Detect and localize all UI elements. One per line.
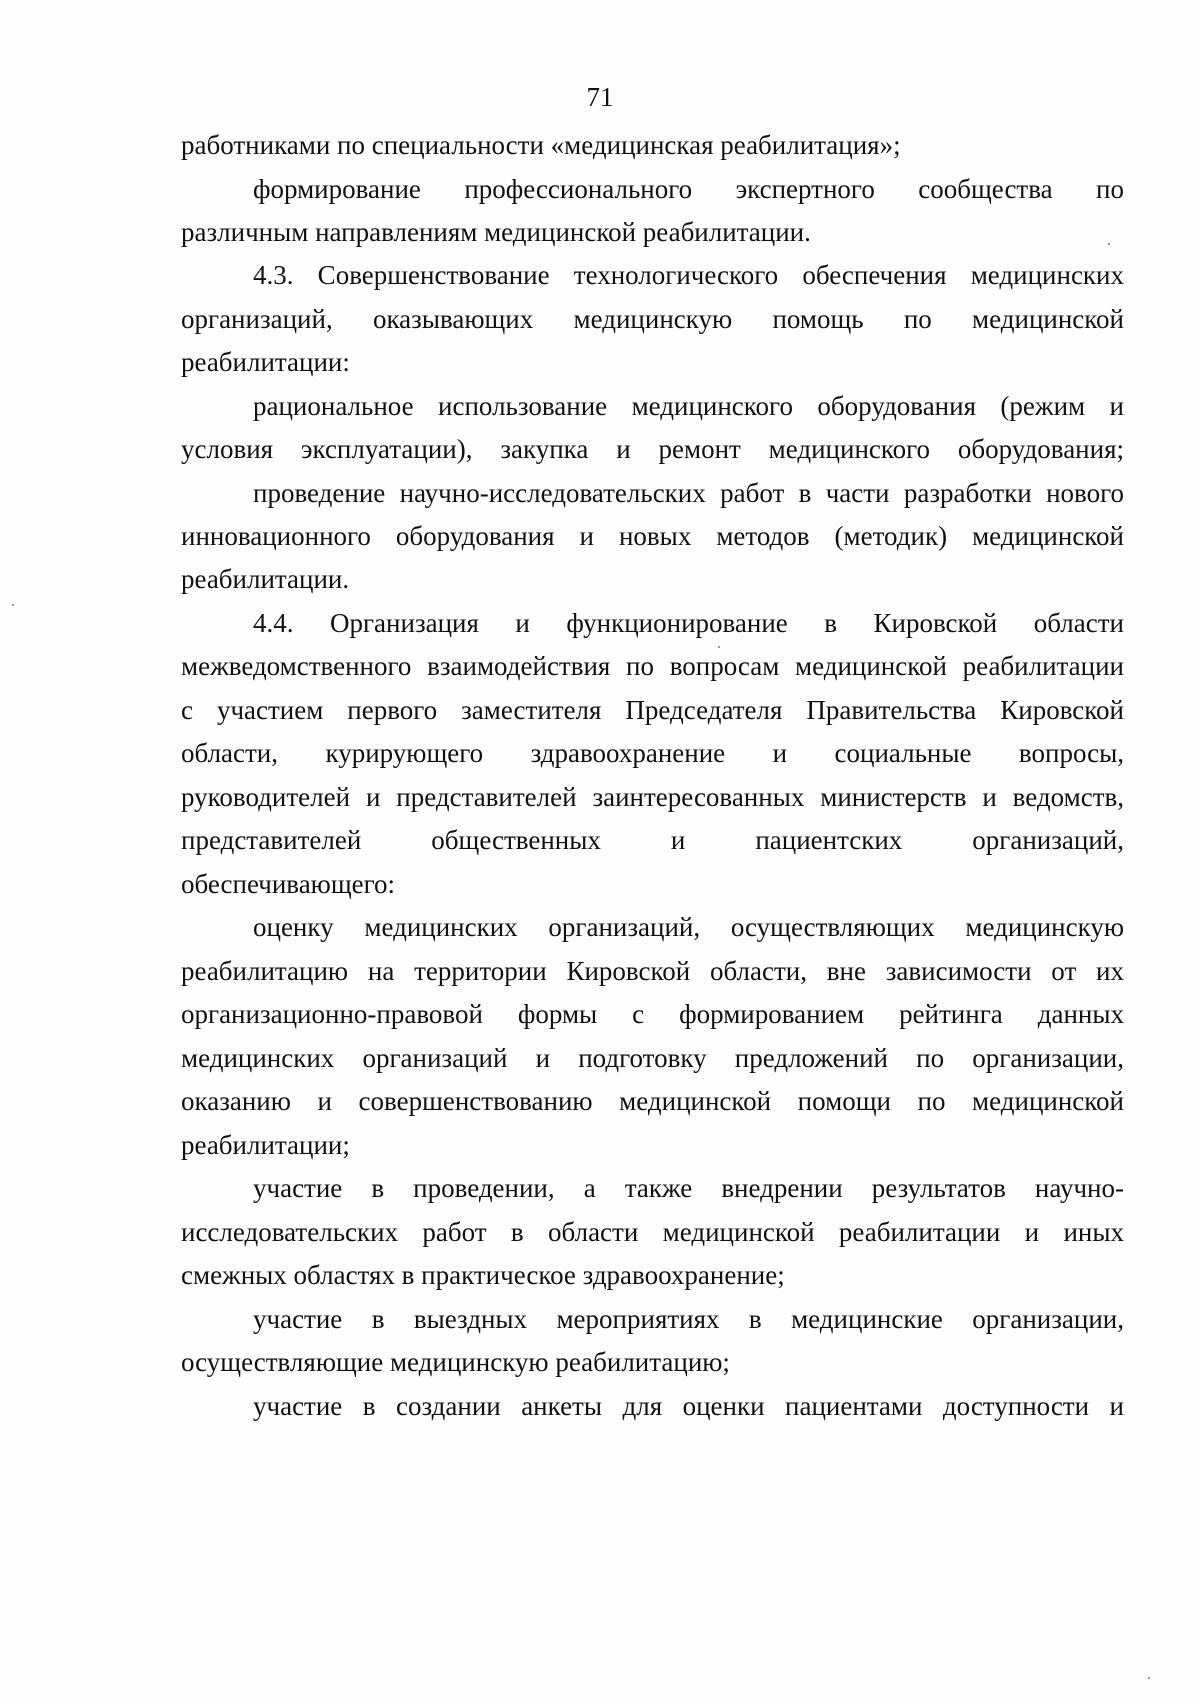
- text-line: формирование профессионального экспертного сообщества по: [253, 174, 1124, 204]
- text-line: участие в проведении, а также внедрении результатов научно-: [253, 1173, 1124, 1203]
- scan-speck: [718, 646, 720, 648]
- scan-speck: [1108, 243, 1110, 245]
- text-line: условия эксплуатации), закупка и ремонт медицинского оборудования;: [181, 434, 1124, 464]
- scan-speck: [1148, 1677, 1150, 1679]
- text-line: рациональное использование медицинского оборудования (режим и: [253, 391, 1124, 421]
- text-line: осуществляющие медицинскую реабилитацию;: [181, 1347, 730, 1377]
- text-line: области, курирующего здравоохранение и социальные вопросы,: [181, 738, 1124, 768]
- text-line: смежных областях в практическое здравоохранение;: [181, 1260, 785, 1290]
- text-line: различным направлениям медицинской реабилитации.: [181, 217, 811, 247]
- text-line: исследовательских работ в области медицинской реабилитации и иных: [181, 1217, 1124, 1247]
- text-line: организаций, оказывающих медицинскую помощь по медицинской: [181, 304, 1124, 334]
- text-line: участие в выездных мероприятиях в медицинские организации,: [253, 1304, 1124, 1334]
- text-line: реабилитации;: [181, 1130, 350, 1160]
- text-line: представителей общественных и пациентских организаций,: [181, 825, 1124, 855]
- text-line: межведомственного взаимодействия по вопросам медицинской реабилитации: [181, 651, 1124, 681]
- text-line: медицинских организаций и подготовку предложений по организации,: [181, 1043, 1124, 1073]
- text-line: участие в создании анкеты для оценки пациентами доступности и: [253, 1391, 1124, 1421]
- text-line: организационно-правовой формы с формированием рейтинга данных: [181, 999, 1124, 1029]
- text-line: обеспечивающего:: [181, 869, 396, 899]
- scan-speck: [12, 604, 14, 606]
- text-line: оказанию и совершенствованию медицинской помощи по медицинской: [181, 1086, 1124, 1116]
- text-line: проведение научно-исследовательских работ в части разработки нового: [253, 478, 1124, 508]
- text-line: инновационного оборудования и новых методов (методик) медицинской: [181, 521, 1124, 551]
- text-line: оценку медицинских организаций, осуществляющих медицинскую: [253, 912, 1124, 942]
- text-line: работниками по специальности «медицинская реабилитация»;: [181, 130, 901, 160]
- page-number: 71: [586, 82, 614, 112]
- text-line: 4.4. Организация и функционирование в Кировской области: [253, 608, 1124, 638]
- text-line: с участием первого заместителя Председателя Правительства Кировской: [181, 695, 1124, 725]
- text-line: реабилитации.: [181, 564, 350, 594]
- text-line: руководителей и представителей заинтересованных министерств и ведомств,: [181, 782, 1124, 812]
- text-line: реабилитации:: [181, 347, 350, 377]
- text-line: реабилитацию на территории Кировской области, вне зависимости от их: [181, 956, 1124, 986]
- text-line: 4.3. Совершенствование технологического обеспечения медицинских: [253, 260, 1124, 290]
